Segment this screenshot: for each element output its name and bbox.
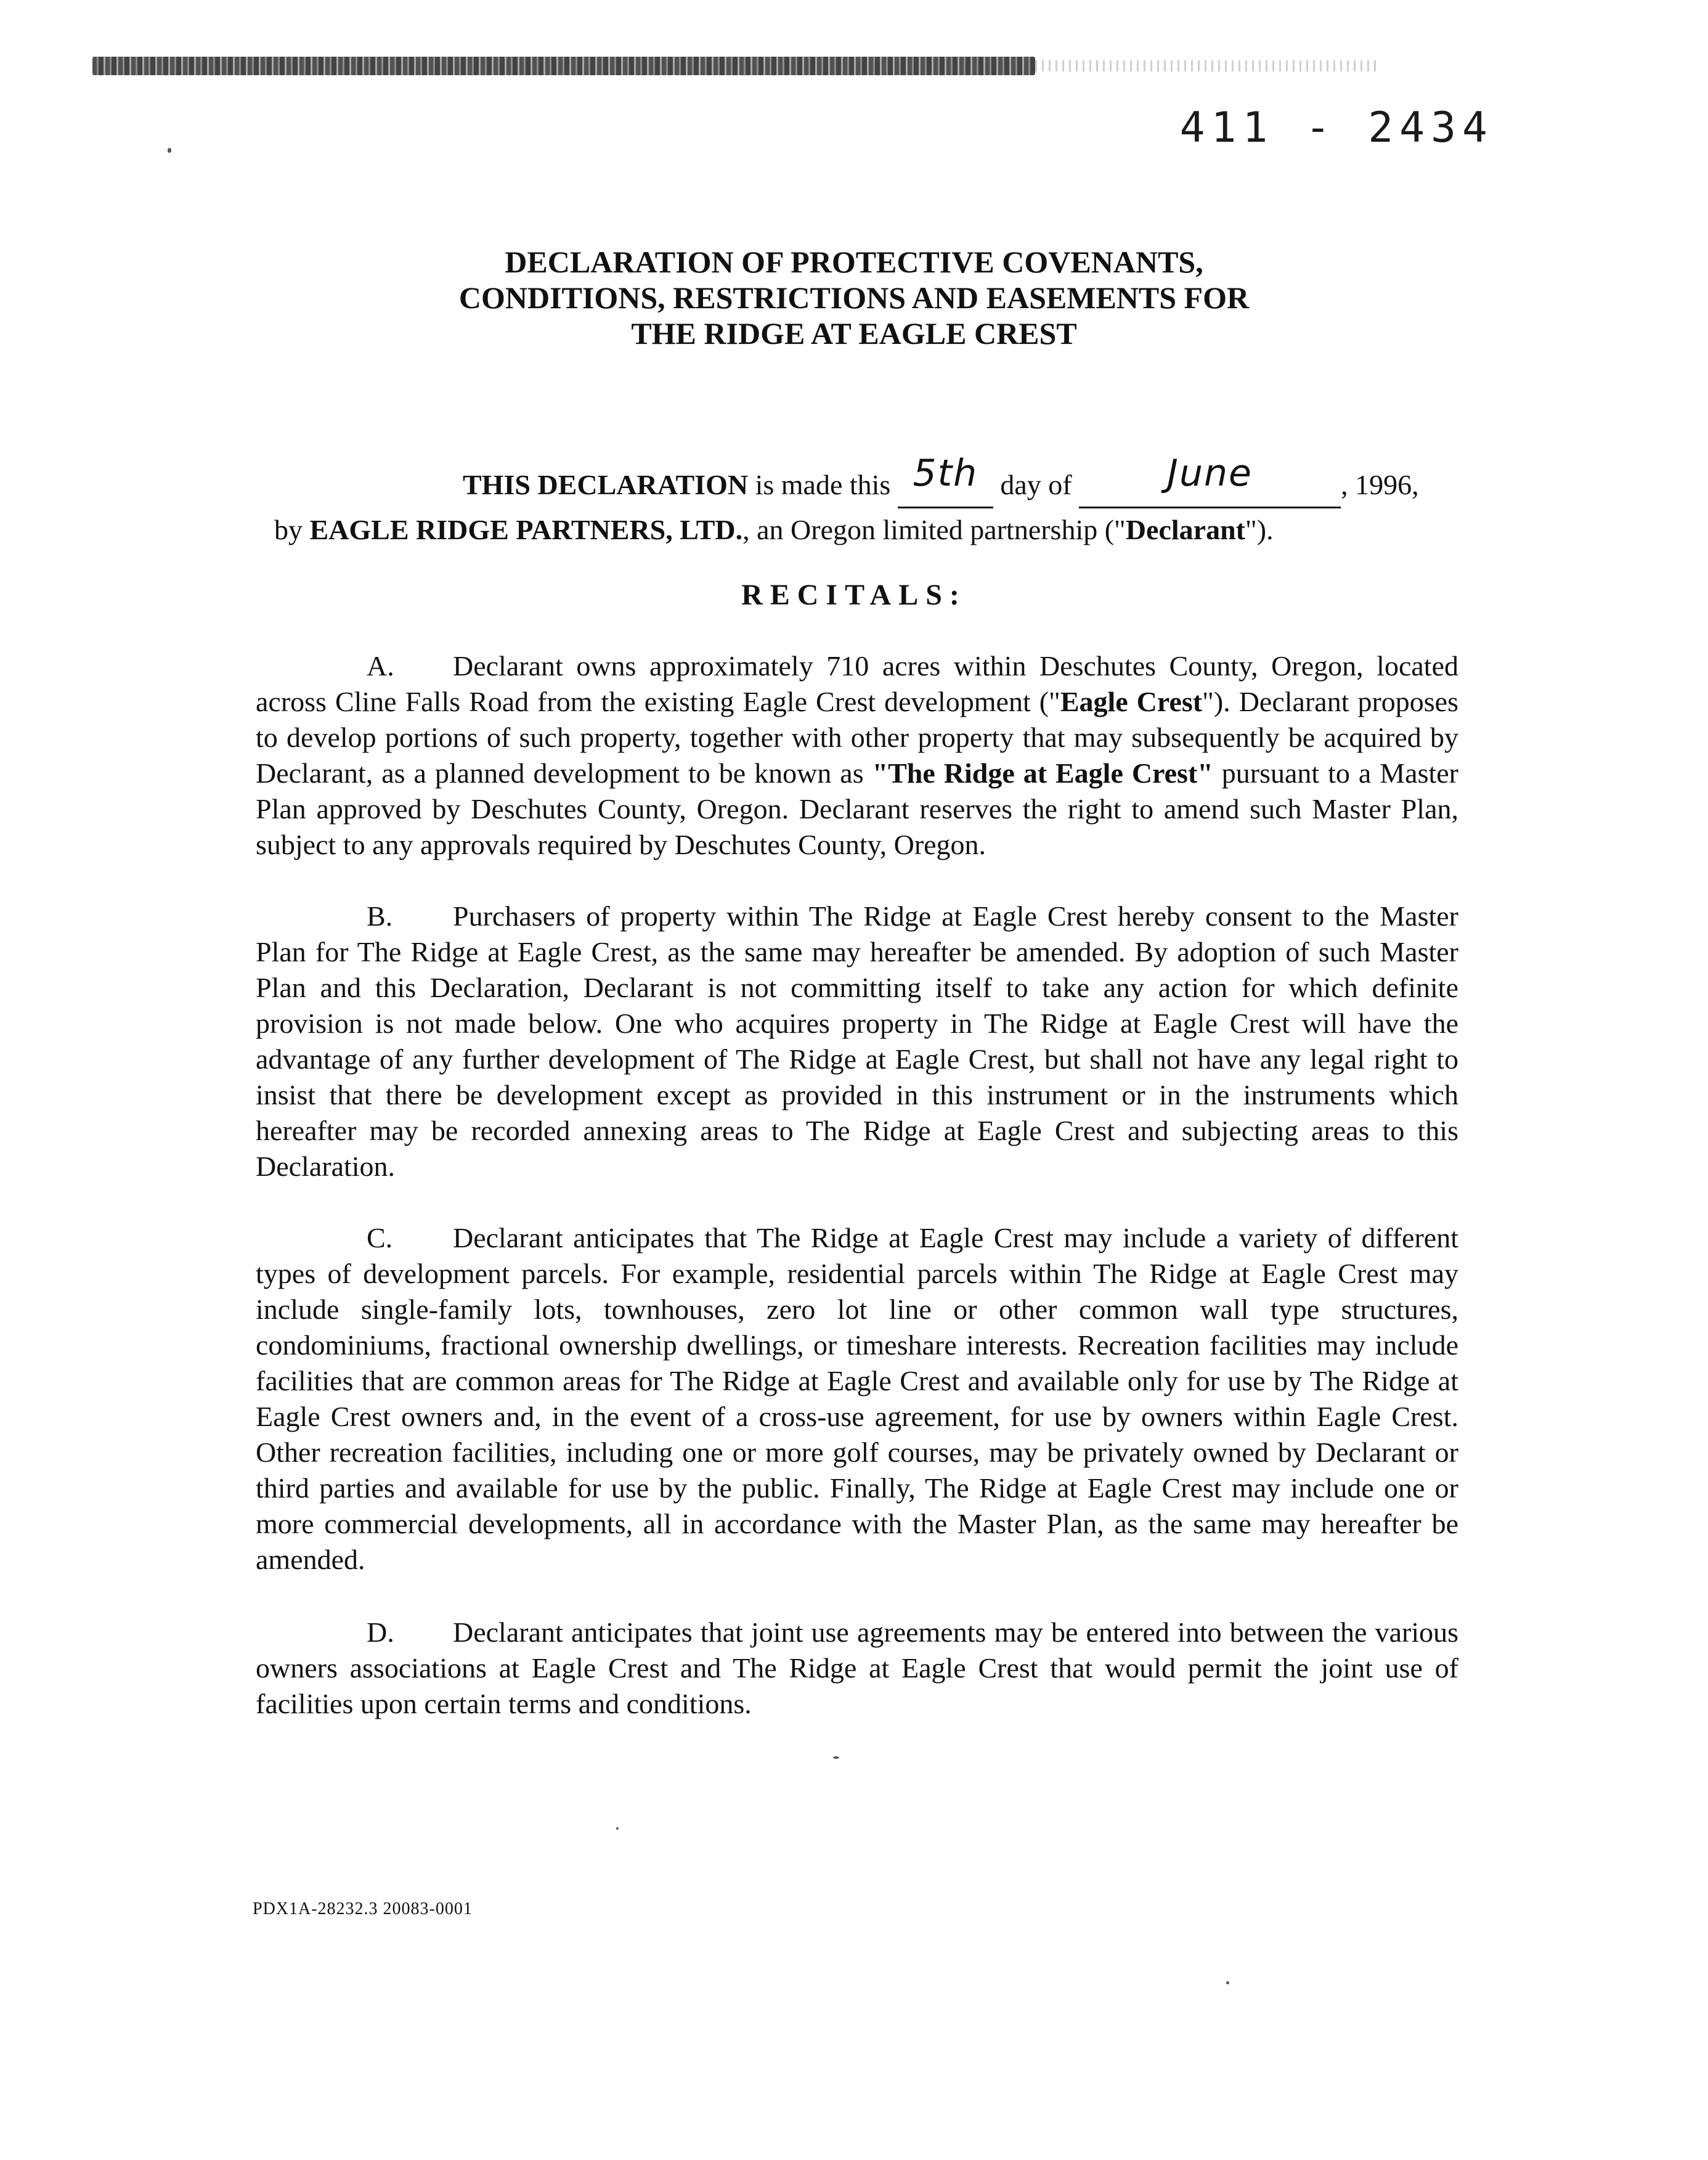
recital-a-marker: A. [367,650,394,682]
month-handwritten-value: June [1167,452,1253,495]
document-number-stamp: 411 - 2434 [1179,104,1494,152]
year-text: , 1996, [1341,469,1419,500]
scan-speck [616,1827,619,1830]
entity-description: , an Oregon limited partnership (" [742,514,1126,545]
recital-a-text-2: "). Declarant proposes to develop portions of such property, together with other property that may subsequently be acquired by Declarant, as a planned development to be known as [256,686,1458,789]
declaration-intro [274,452,1460,552]
day-handwritten-value: 5th [913,452,978,495]
recital-a-text-3: pursuant to a Master Plan approved by Deschutes County, Oregon. Declarant reserves the right to amend such Master Plan, subject to any approvals required by Deschutes County, Oregon. [256,757,1458,860]
day-field [898,452,993,508]
title-line-3: THE RIDGE AT EAGLE CREST [631,316,1077,351]
by-text: by [274,514,310,545]
declaration-line-1 [274,452,1460,508]
scan-artifact-fade [1035,60,1380,71]
scan-speck [168,148,171,153]
recital-a-ridge-name: "The Ridge at Eagle Crest" [872,757,1213,789]
recital-b-marker: B. [367,900,393,932]
recital-a-text-1: Declarant owns approximately 710 acres within Deschutes County, Oregon, located across Cline Falls Road from the existing Eagle Crest development (" [256,650,1458,717]
declarant-name: EAGLE RIDGE PARTNERS, LTD. [309,514,743,545]
made-this-text: is made this [748,469,898,500]
declaration-lead: THIS DECLARATION [463,469,749,500]
recital-d-marker: D. [367,1616,394,1648]
recital-b-text: Purchasers of property within The Ridge at Eagle Crest hereby consent to the Master Plan for The Ridge at Eagle Crest, as the same may hereafter be amended. By adoption of such Master Plan and this Declaration, Declarant is not committing itself to take any action for which definite provision is not made below. One who acquires property in The Ridge at Eagle Crest will have the advantage of any further development of The Ridge at Eagle Crest, but shall not have any legal right to insist that there be development except as provided in this instrument or in the instruments which hereafter may be recorded annexing areas to The Ridge at Eagle Crest and subjecting areas to this Declaration. [256,900,1458,1182]
recital-a [256,648,1458,863]
title-line-2: CONDITIONS, RESTRICTIONS AND EASEMENTS FOR [458,280,1250,315]
declarant-label: Declarant [1125,514,1245,545]
recital-b [256,899,1458,1184]
scan-speck [833,1756,839,1759]
recital-c [256,1220,1458,1578]
recital-c-text: Declarant anticipates that The Ridge at Eagle Crest may include a variety of different types of development parcels. For example, residential parcels within The Ridge at Eagle Crest may include single-family lots, townhouses, zero lot line or other common wall type structures, condominiums, fractional ownership dwellings, or timeshare interests. Recreation facilities may include facilities that are common areas for The Ridge at Eagle Crest and available only for use by The Ridge at Eagle Crest owners and, in the event of a cross-use agreement, for use by owners within Eagle Crest. Other recreation facilities, including one or more golf courses, may be privately owned by Declarant or third parties and available for use by the public. Finally, The Ridge at Eagle Crest may include one or more commercial developments, all in accordance with the Master Plan, as the same may hereafter be amended. [256,1222,1458,1575]
recital-a-eagle-crest: Eagle Crest [1060,686,1203,717]
title-line-1: DECLARATION OF PROTECTIVE COVENANTS, [505,245,1203,279]
scan-artifact-strip [92,57,1035,75]
footer-document-id: PDX1A-28232.3 20083-0001 [253,1899,473,1918]
recital-c-marker: C. [367,1222,393,1253]
recital-d [256,1615,1458,1722]
declaration-line-2 [274,508,1460,552]
recitals-heading: RECITALS: [741,579,967,611]
document-title [0,244,1708,351]
recital-d-text: Declarant anticipates that joint use agreements may be entered into between the various owners associations at Eagle Crest and The Ridge at Eagle Crest that would permit the joint use of facilities upon certain terms and conditions. [256,1616,1458,1719]
day-of-text: day of [993,469,1080,500]
scan-speck [1226,1981,1229,1984]
declaration-closing: "). [1245,514,1274,545]
month-field [1079,452,1341,508]
